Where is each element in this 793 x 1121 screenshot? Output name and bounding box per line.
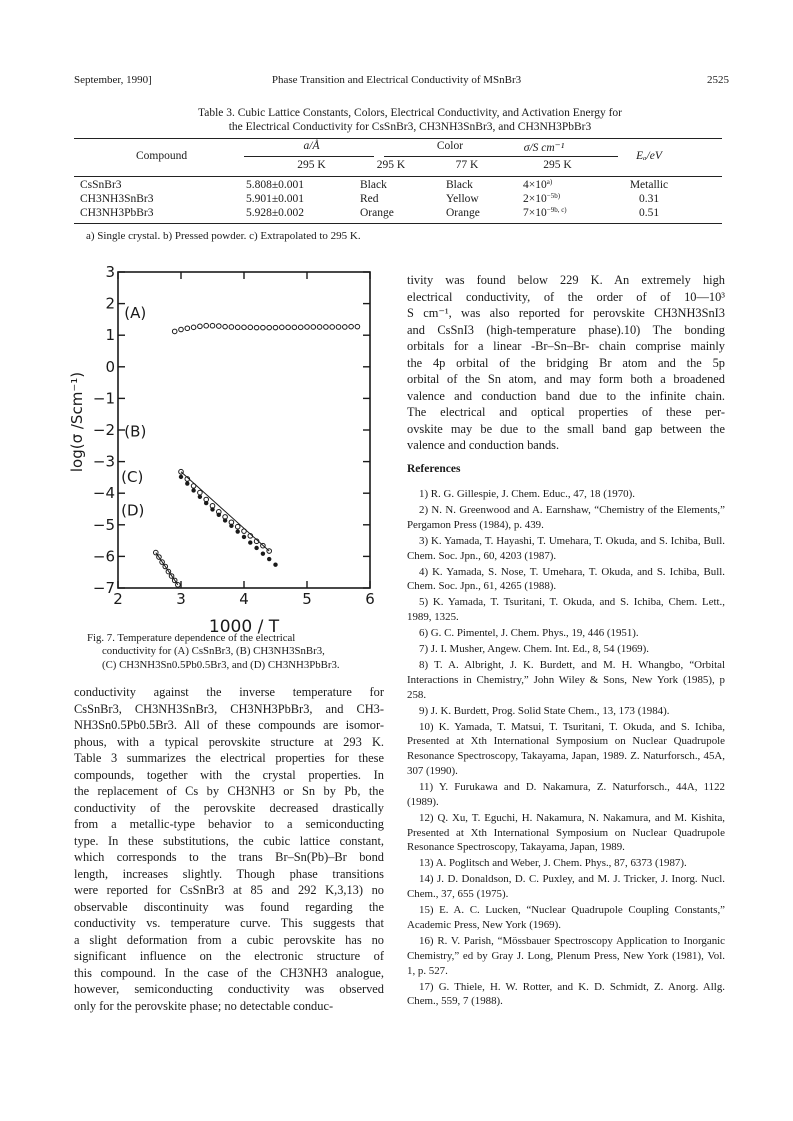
- text-line: observable discontinuity was found regarding the: [74, 899, 384, 914]
- text-line: conductivity of the perovskite decreased drastically: [74, 800, 384, 815]
- data-point: [217, 324, 222, 329]
- y-tick-label: −4: [92, 484, 115, 503]
- reference-item: 4) K. Yamada, S. Nose, T. Umehara, T. Okuda, and S. Ichiba, Bull. Chem. Soc. Jpn., 61, 4265 (1988).: [407, 565, 725, 593]
- text-line: valence and conduction band due to the infinite chain.: [407, 388, 725, 403]
- text-line: Table 3 summarizes the electrical properties for these: [74, 751, 384, 765]
- data-point: [223, 324, 228, 329]
- text-line: CsSnBr3, CH3NH3SnBr3, CH3NH3PbBr3, and CH3-: [74, 701, 384, 716]
- figure-7-chart: [68, 262, 390, 637]
- text-line: type. In these substitutions, the cubic lattice constant,: [74, 833, 384, 848]
- table-sub-color-77: 77 K: [455, 159, 479, 171]
- data-point: [191, 325, 196, 330]
- text-line: were reported for CsSnBr3 at 85 and 292 K,3,13) no: [74, 883, 384, 897]
- table-caption-line1: Table 3. Cubic Lattice Constants, Colors, Electrical Conductivity, and Activation Energy for: [198, 107, 622, 119]
- text-line: from a metallic-type behavior to a semiconducting: [74, 817, 384, 831]
- series-label: (C): [121, 468, 144, 487]
- data-point: [280, 325, 285, 330]
- data-point: [311, 325, 316, 330]
- table-head-sigma: σ/S cm⁻¹: [523, 142, 565, 154]
- reference-item: 15) E. A. C. Lucken, “Nuclear Quadrupole Coupling Constants,” Academic Press, New York (1969).: [407, 904, 725, 931]
- data-point: [191, 488, 195, 492]
- data-point: [198, 324, 203, 329]
- series-label: (B): [124, 422, 147, 441]
- text-line: the replacement of Cs by CH3NH3 or Sn by Pb, the: [74, 784, 384, 798]
- text-line: NH3Sn0.5Pb0.5Br3. All of these compounds are isomor-: [74, 718, 384, 732]
- reference-item: 1) R. G. Gillespie, J. Chem. Educ., 47, 18 (1970).: [419, 488, 635, 500]
- data-point: [198, 495, 202, 499]
- data-point: [198, 490, 203, 495]
- reference-item: 13) A. Poglitsch and Weber, J. Chem. Phys., 87, 6373 (1987).: [419, 857, 687, 870]
- table-cell-compound: CH3NH3PbBr3: [80, 207, 154, 219]
- table-cell-color-77: Black: [446, 179, 473, 191]
- data-point: [172, 329, 177, 334]
- table-cell-sigma: [523, 207, 567, 219]
- series-1: [172, 323, 359, 333]
- table-head-compound: Compound: [136, 150, 188, 162]
- table-cell-color-295: Red: [360, 193, 379, 205]
- data-point: [267, 325, 272, 330]
- table-top-rule: [74, 138, 722, 139]
- figure-caption-line3: (C) CH3NH3Sn0.5Pb0.5Br3, and (D) CH3NH3PbBr3.: [102, 658, 340, 671]
- text-line: phous, with a typical perovskite structure at 293 K.: [74, 734, 384, 749]
- series-3: [179, 475, 278, 567]
- head-underline-sigma: [510, 156, 618, 157]
- text-line: a slight deformation from a cubic perovskite has no: [74, 932, 384, 947]
- text-line: conductivity vs. temperature curve. This suggests that: [74, 916, 384, 930]
- running-header-title: Phase Transition and Electrical Conductivity of MSnBr3: [271, 74, 522, 86]
- data-point: [286, 325, 291, 330]
- text-line: the 4p orbital of the bridging Br atom and the 5p: [407, 355, 725, 370]
- table-sub-sigma: 295 K: [543, 159, 572, 171]
- figure-caption-line2: conductivity for (A) CsSnBr3, (B) CH3NH3SnBr3,: [102, 645, 325, 658]
- references-heading: References: [407, 463, 461, 475]
- table-cell-sigma: [523, 193, 560, 205]
- text-line: which corresponds to the trans Br–Sn(Pb)–Br bond: [74, 850, 384, 864]
- sigma-mantissa: 4×10: [523, 179, 547, 191]
- body-text-right: [407, 272, 725, 454]
- text-line: significant influence on the electronic structure of: [74, 949, 384, 963]
- data-point: [298, 325, 303, 330]
- y-tick-label: 0: [105, 357, 115, 376]
- data-point: [305, 325, 310, 330]
- data-point: [254, 325, 259, 330]
- table-footnote: a) Single crystal. b) Pressed powder. c) Extrapolated to 295 K.: [86, 230, 361, 242]
- sigma-mantissa: 2×10: [523, 193, 547, 205]
- table-head-rule: [74, 176, 722, 177]
- data-point: [336, 325, 341, 330]
- sigma-exponent: a): [546, 178, 553, 186]
- data-point: [317, 325, 322, 330]
- fit-line-b: [181, 472, 269, 551]
- text-line: valence and conduction bands.: [407, 438, 560, 452]
- table-caption-line2: the Electrical Conductivity for CsSnBr3, CH3NH3SnBr3, and CH3NH3PbBr3: [228, 121, 592, 133]
- data-point: [330, 325, 335, 330]
- data-point: [236, 529, 240, 533]
- table-sub-a: 295 K: [297, 159, 326, 171]
- data-point: [349, 324, 354, 329]
- data-point: [185, 326, 190, 331]
- data-point: [217, 513, 221, 517]
- table-cell-color-295: Black: [360, 179, 387, 191]
- table-bottom-rule: [74, 223, 722, 224]
- data-point: [273, 563, 277, 567]
- y-tick-label: −2: [92, 421, 115, 439]
- x-tick-label: 5: [302, 590, 312, 608]
- table-head-a: a/Å: [303, 140, 320, 152]
- table-cell-compound: CH3NH3SnBr3: [80, 193, 154, 205]
- table-cell-a: 5.901±0.001: [246, 193, 305, 205]
- table-cell-color-77: Orange: [446, 207, 480, 219]
- text-line: however, semiconducting conductivity was observed: [74, 982, 384, 996]
- table-head-color: Color: [436, 140, 464, 152]
- text-line: electrical conductivity, of the order of of 10—10³: [407, 289, 725, 304]
- table-caption: [100, 106, 720, 134]
- y-tick-label: 2: [105, 294, 115, 313]
- sigma-mantissa: 7×10: [523, 207, 547, 219]
- text-line: conductivity against the inverse temperature for: [74, 685, 384, 699]
- data-point: [267, 557, 271, 561]
- y-tick-label: −6: [92, 547, 115, 566]
- data-point: [248, 325, 253, 330]
- x-tick-label: 2: [113, 590, 123, 608]
- data-point: [324, 325, 329, 330]
- reference-item: 8) T. A. Albright, J. K. Burdett, and M. H. Whangbo, “Orbital Interactions in Chemistry,” John Wiley & Sons, New York (1985), p 258.: [407, 659, 725, 701]
- data-point: [355, 324, 360, 329]
- reference-item: 17) G. Thiele, H. W. Rotter, and K. D. Schmidt, Z. Anorg. Allg. Chem., 559, 7 (1988).: [407, 980, 725, 1008]
- data-point: [210, 507, 214, 511]
- table-cell-ea: 0.31: [638, 193, 660, 205]
- data-point: [248, 540, 252, 544]
- table-cell-ea: Metallic: [629, 179, 669, 191]
- body-text-left: [74, 684, 384, 1014]
- data-point: [185, 481, 189, 485]
- reference-item: 12) Q. Xu, T. Eguchi, H. Nakamura, N. Nakamura, and M. Kishita, Presented at Xth International Symposium on Nuclear Quadrupole Resonance Spectroscopy, Takayama, Japan, 1989.: [407, 811, 725, 854]
- fit-line-d: [156, 553, 178, 585]
- y-tick-label: −3: [92, 452, 115, 471]
- x-axis-label: 1000 / T: [208, 617, 280, 637]
- data-point: [261, 551, 265, 555]
- reference-item: 11) Y. Furukawa and D. Nakamura, Z. Naturforsch., 44A, 1122 (1989).: [407, 781, 725, 808]
- table-cell-compound: CsSnBr3: [80, 179, 122, 191]
- y-tick-label: −7: [92, 579, 115, 597]
- y-axis-label: log(σ /Scm⁻¹): [68, 371, 86, 473]
- table-head-ea: Eₐ/eV: [636, 150, 662, 162]
- reference-item: 2) N. N. Greenwood and A. Earnshaw, “Chemistry of the Elements,” Pergamon Press (1984), p. 439.: [407, 503, 725, 531]
- sigma-exponent: −5b): [546, 192, 561, 200]
- running-header-left: September, 1990]: [74, 74, 152, 86]
- data-point: [229, 325, 234, 330]
- text-line: ovskite may be due to the small band gap between the: [407, 421, 725, 436]
- page-number: 2525: [707, 74, 729, 86]
- reference-item: 10) K. Yamada, T. Matsui, T. Tsuritani, T. Okuda, and S. Ichiba, Presented at Xth International Symposium on Nuclear Quadrupole Resonance Spectroscopy, Takayama, Japan, 1989. Z. Naturforsch., 45A, 307 (1990).: [407, 720, 725, 778]
- y-tick-label: 1: [105, 326, 115, 345]
- data-point: [261, 325, 266, 330]
- data-point: [210, 323, 215, 328]
- reference-item: 9) J. K. Burdett, Prog. Solid State Chem., 13, 173 (1984).: [419, 704, 670, 717]
- table-cell-color-77: Yellow: [446, 193, 479, 205]
- data-point: [204, 323, 209, 328]
- data-point: [292, 325, 297, 330]
- data-point: [179, 327, 184, 332]
- figure-caption-line1: Fig. 7. Temperature dependence of the electrical: [87, 632, 296, 644]
- data-point: [235, 325, 240, 330]
- table-cell-sigma: [523, 179, 552, 191]
- data-point: [242, 325, 247, 330]
- text-line: length, increases slightly. Though phase transitions: [74, 866, 384, 881]
- x-tick-label: 6: [365, 590, 375, 608]
- text-line: compounds, together with the crystal properties. In: [74, 767, 384, 782]
- reference-item: 3) K. Yamada, T. Hayashi, T. Umehara, T. Okuda, and S. Ichiba, Bull. Chem. Soc. Jpn., 60, 4203 (1987).: [407, 534, 725, 562]
- table-3: [74, 140, 722, 260]
- reference-item: 5) K. Yamada, T. Tsuritani, T. Okuda, and S. Ichiba, Chem. Lett., 1989, 1325.: [407, 596, 725, 624]
- plot-frame: [118, 272, 370, 588]
- table-cell-a: 5.928±0.002: [246, 207, 305, 219]
- reference-item: 6) G. C. Pimentel, J. Chem. Phys., 19, 446 (1951).: [419, 627, 639, 640]
- text-line: only for the perovskite phase; no detectable conduc-: [74, 998, 334, 1013]
- text-line: orbitals for a linear -Br–Sn–Br- chain comprise mainly: [407, 339, 725, 353]
- table-cell-a: 5.808±0.001: [246, 179, 305, 191]
- data-point: [204, 501, 208, 505]
- references-list: [407, 487, 725, 1010]
- text-line: and CsSnI3 (high-temperature phase).10) The bonding: [407, 322, 725, 337]
- data-point: [273, 325, 278, 330]
- text-line: this compound. In the case of the CH3NH3 analogue,: [74, 965, 384, 980]
- text-line: S cm⁻¹, was also reported for perovskite CH3NH3SnI3: [407, 306, 725, 320]
- data-point: [223, 518, 227, 522]
- x-tick-label: 3: [176, 590, 186, 608]
- data-point: [235, 524, 240, 529]
- data-point: [254, 546, 258, 550]
- table-cell-ea: 0.51: [638, 207, 660, 219]
- y-tick-label: 3: [105, 263, 115, 281]
- data-point: [343, 325, 348, 330]
- series-label: (D): [121, 501, 145, 520]
- x-tick-label: 4: [239, 590, 249, 608]
- data-point: [179, 475, 183, 479]
- figure-caption: [87, 632, 377, 672]
- reference-item: 16) R. V. Parish, “Mössbauer Spectroscopy Application to Inorganic Chemistry,” ed by Gray J. Long, Plenum Press, New York (1981), Vol. 1, p. 527.: [407, 934, 725, 977]
- table-cell-color-295: Orange: [360, 207, 394, 219]
- data-point: [229, 524, 233, 528]
- table-sub-color-295: 295 K: [376, 159, 406, 171]
- head-underline-a: [244, 156, 374, 157]
- text-line: tivity was found below 229 K. An extremely high: [407, 273, 725, 287]
- series-label: (A): [124, 303, 147, 322]
- data-point: [242, 535, 246, 539]
- sigma-exponent: −9b, c): [546, 206, 567, 214]
- reference-item: 14) J. D. Donaldson, D. C. Puxley, and M. J. Tricker, J. Inorg. Nucl. Chem., 37, 655 (1975).: [407, 873, 725, 901]
- y-tick-label: −5: [92, 515, 115, 534]
- text-line: The electrical and optical properties of these per-: [407, 405, 725, 419]
- reference-item: 7) J. I. Musher, Angew. Chem. Int. Ed., 8, 54 (1969).: [419, 643, 649, 656]
- y-tick-label: −1: [92, 389, 115, 408]
- text-line: orbital of the Sn atom, and may form both a broadened: [407, 372, 725, 386]
